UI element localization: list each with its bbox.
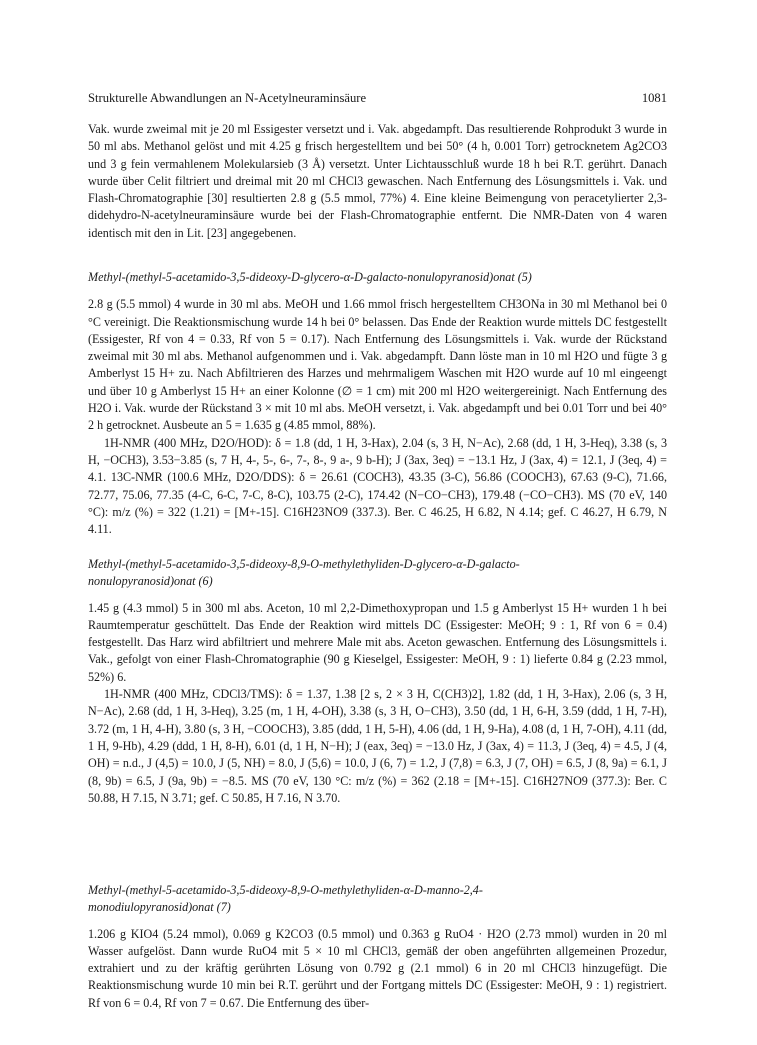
paragraph-text: Vak. wurde zweimal mit je 20 ml Essigester versetzt und i. Vak. abgedampft. Das resultierende Rohprodukt 3 wurde in 50 ml abs. Methanol gelöst und mit 4.25 g frisch hergestelltem und bei 50° (4 h, 0.001 Torr) getrocknetem Ag2CO3 und 3 g fein vermahlenem Molekularsieb (3 Å) versetzt. Unter Lichtausschluß wurde 18 h bei R.T. gerührt. Danach wurde über Celit filtriert und dreimal mit 20 ml CHCl3 gewaschen. Nach Entfernung des Lösungsmittels i. Vak. und Flash-Chromatographie [30] resultierten 2.8 g (5.5 mmol, 77%) 4. Eine kleine Beimengung von peracetylierter 2,3-didehydro-N-acetylneuraminsäure wurde bei der Flash-Chromatographie entfernt. Die NMR-Daten von 4 waren identisch mit den in Lit. [23] angegebenen. — [88, 122, 667, 240]
heading-line: monodiulopyranosid)onat (7) — [88, 900, 231, 915]
section-heading — [88, 556, 667, 591]
nmr-data-paragraph: 1H-NMR (400 MHz, D2O/HOD): δ = 1.8 (dd, 1 H, 3-Hax), 2.04 (s, 3 H, N−Ac), 2.68 (dd, 1 H, 3-Heq), 3.38 (s, 3 H, −OCH3), 3.53−3.85 (s, 7 H, 4-, 5-, 6-, 7-, 8-, 9 a-, 9 b-H); J (3ax, 3eq) = −13.1 Hz, J (3ax, 4) = 12.1, J (3eq, 4) = 4.1. 13C-NMR (100.6 MHz, D2O/DDS): δ = 26.61 (COCH3), 43.35 (3-C), 56.86 (COOCH3), 67.63 (9-C), 71.66, 72.77, 75.06, 77.35 (4-C, 6-C, 7-C, 8-C), 103.75 (2-C), 174.42 (N−CO−CH3), 179.48 (−CO−CH3). MS (70 eV, 140 °C): m/z (%) = 322 (1.21) = [M+-15]. C16H23NO9 (337.3). Ber. C 46.25, H 6.82, N 4.14; gef. C 46.27, H 6.79, N 4.11. — [88, 435, 667, 537]
running-header — [88, 91, 667, 109]
paragraph-text: 1.206 g KIO4 (5.24 mmol), 0.069 g K2CO3 (0.5 mmol) und 0.363 g RuO4 · H2O (2.73 mmol) wurden in 20 ml Wasser aufgelöst. Dann wurde RuO4 mit 5 × 10 ml CHCl3, gemäß der oben angeführten allgemeinen Prozedur, extrahiert und zu der kräftig gerührten Lösung von 0.792 g (2.1 mmol) 6 in 20 ml CHCl3 hinzugefügt. Die Reaktionsmischung wurde 10 min bei R.T. gerührt und der Fortgang mittels DC (Essigester: MeOH, 9 : 1) registriert. Rf von 6 = 0.4, Rf von 7 = 0.67. Die Entfernung des über- — [88, 926, 667, 1010]
heading-line: Methyl-(methyl-5-acetamido-3,5-dideoxy-8,9-O-methylethyliden-α-D-manno-2,4- — [88, 883, 483, 897]
running-title: Strukturelle Abwandlungen an N-Acetylneuraminsäure — [88, 91, 367, 105]
section-compound-5 — [88, 269, 667, 538]
paragraph-text: 1.45 g (4.3 mmol) 5 in 300 ml abs. Aceton, 10 ml 2,2-Dimethoxypropan und 1.5 g Amberlyst 15 H+ wurden 1 h bei Raumtemperatur geschüttelt. Das Ende der Reaktion wird mittels DC (Essigester: MeOH; 9 : 1, Rf von 6 = 0.4) festgestellt. Das Harz wird abfiltriert und mehrere Male mit abs. Aceton gewaschen. Entfernung des Lösungsmittels i. Vak., gefolgt von einer Flash-Chromatographie (90 g Kieselgel, Essigester: MeOH, 9 : 1) lieferte 0.84 g (2.23 mmol, 52%) 6. — [88, 600, 667, 684]
section-heading: Methyl-(methyl-5-acetamido-3,5-dideoxy-D-glycero-α-D-galacto-nonulopyranosid)onat (5) — [88, 270, 532, 284]
section-compound-7 — [88, 882, 667, 1012]
page-number: 1081 — [641, 91, 667, 105]
heading-line: nonulopyranosid)onat (6) — [88, 574, 213, 589]
nmr-data-paragraph: 1H-NMR (400 MHz, CDCl3/TMS): δ = 1.37, 1.38 [2 s, 2 × 3 H, C(CH3)2], 1.82 (dd, 1 H, 3-Hax), 2.06 (s, 3 H, N−Ac), 2.68 (dd, 1 H, 3-Heq), 3.25 (m, 1 H, 4-OH), 3.38 (s, 3 H, O−CH3), 3.50 (dd, 1 H, 6-H, 3.59 (ddd, 1 H, 7-H), 3.72 (m, 1 H, 4-H), 3.80 (s, 3 H, −COOCH3), 3.85 (ddd, 1 H, 5-H), 4.06 (dd, 1 H, 9-Ha), 4.08 (d, 1 H, 7-OH), 4.11 (dd, 1 H, 9-Hb), 4.29 (ddd, 1 H, 8-H), 6.01 (d, 1 H, N−H); J (eax, 3eq) = −13.0 Hz, J (3ax, 4) = 11.3, J (3eq, 4) = 4.5, J (4, OH) = n.d., J (4,5) = 10.0, J (5, NH) = 8.0, J (5,6) = 10.0, J (6, 7) = 1.2, J (7,8) = 6.3, J (7, OH) = 6.5, J (8, 9a) = 6.1, J (8, 9b) = 6.5, J (9a, 9b) = −8.5. MS (70 eV, 130 °C: m/z (%) = 362 (2.18 = [M+-15]. C16H27NO9 (377.3): Ber. C 50.88, H 7.15, N 3.71; gef. C 50.85, H 7.16, N 3.70. — [88, 687, 667, 805]
section-heading — [88, 882, 667, 917]
paragraph-text: 2.8 g (5.5 mmol) 4 wurde in 30 ml abs. MeOH und 1.66 mmol frisch hergestelltem CH3ONa in 30 ml Methanol bei 0 °C vereinigt. Die Reaktionsmischung wurde 14 h bei 0° belassen. Das Ende der Reaktion wurde mittels DC festgestellt (Essigester, Rf von 4 = 0.33, Rf von 5 = 0.17). Nach Entfernung des Lösungsmittels i. Vak. wurde der Rückstand zweimal mit 30 ml abs. Methanol aufgenommen und i. Vak. abgedampft. Dann löste man in 10 ml H2O und fügte 3 g Amberlyst 15 H+ zu. Nach Abfiltrieren des Harzes und mehrmaligem Waschen mit H2O wurde auf 10 ml eingeengt und über 10 g Amberlyst 15 H+ an einer Kolonne (∅ = 1 cm) mit 200 ml H2O weitergereinigt. Nach Entfernung des H2O i. Vak. wurde der Rückstand 3 × mit 10 ml abs. MeOH versetzt, i. Vak. abgedampft und bei 0.01 Torr und bei 40° 2 h getrocknet. Ausbeute an 5 = 1.635 g (4.85 mmol, 88%). — [88, 297, 667, 433]
section-compound-6 — [88, 556, 667, 807]
heading-line: Methyl-(methyl-5-acetamido-3,5-dideoxy-8,9-O-methylethyliden-D-glycero-α-D-galacto- — [88, 557, 520, 571]
continued-paragraph — [88, 121, 667, 242]
